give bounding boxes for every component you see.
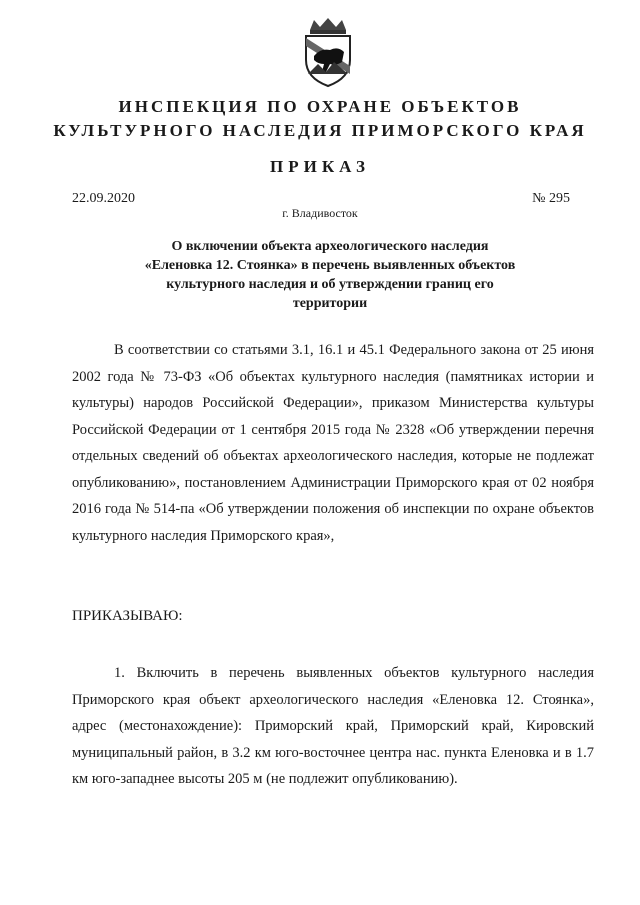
order-item-1 [72,660,594,793]
document-date: 22.09.2020 [72,191,135,206]
order-item-1-text: 1. Включить в перечень выявленных объектов культурного наследия Приморского края объект археологического наследия «Еленовка 12. Стоянка», адрес (местонахождение): Приморский край, Приморский край, Кировский муниципальный район, в 3.2 км юго-восточнее центра нас. пункта Еленовка и в 1.7 км юго-западнее высоты 205 м (не подлежит опубликованию). [72,665,594,787]
preamble-text: В соответствии со статьями 3.1, 16.1 и 45.1 Федерального закона от 25 июня 2002 года № 73-ФЗ «Об объектах культурного наследия (памятниках истории и культуры) народов Российской Федерации», приказом Министерства культуры Российской Федерации от 1 сентября 2015 года № 2328 «Об утверждении перечня отдельных сведений об объектах археологического наследия, которые не подлежат опубликованию», постановлением Администрации Приморского края от 02 ноября 2016 года № 514-па «Об утверждении положения об инспекции по охране объектов культурного наследия Приморского края», [72,342,594,544]
document-subject: О включении объекта археологического наследия «Еленовка 12. Стоянка» в перечень выявленных объектов культурного наследия и об утверждении границ его территории [144,239,516,311]
preamble-paragraph [72,337,594,549]
order-word: ПРИКАЗЫВАЮ: [72,608,183,624]
coat-of-arms-icon [296,16,360,88]
document-type: ПРИКАЗ [270,157,370,176]
organization-name-line1: ИНСПЕКЦИЯ ПО ОХРАНЕ ОБЪЕКТОВ [118,97,522,116]
document-city: г. Владивосток [282,206,358,220]
document-number: № 295 [532,191,570,206]
organization-name-line2: КУЛЬТУРНОГО НАСЛЕДИЯ ПРИМОРСКОГО КРАЯ [53,121,587,140]
